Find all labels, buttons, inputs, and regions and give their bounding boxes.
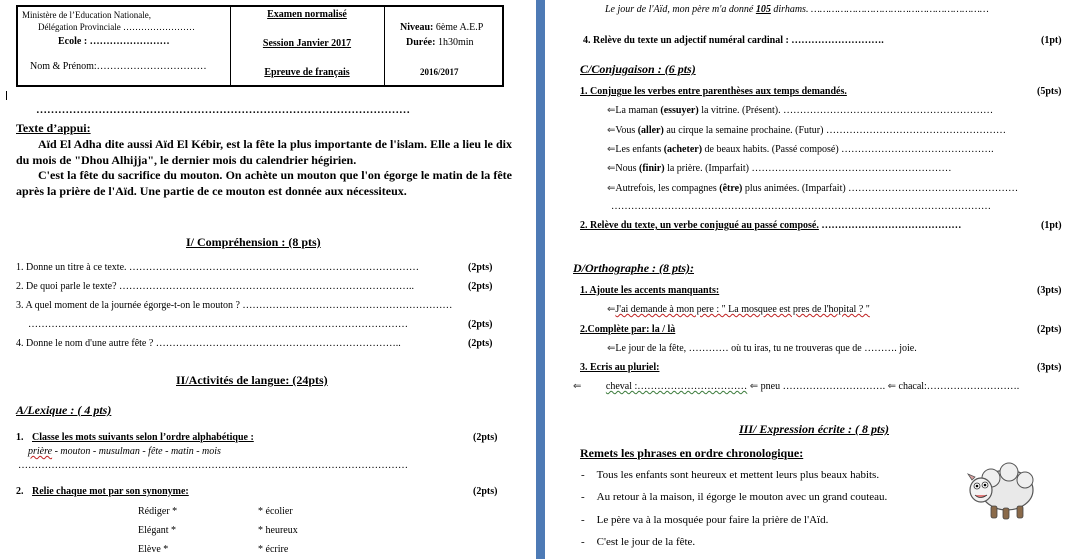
question-number: 1. — [16, 432, 24, 443]
item-start: La maman — [615, 105, 661, 116]
arrow-icon: ⇐ — [607, 163, 616, 174]
reading-paragraph: Aïd El Adha dite aussi Aïd El Kébir, est la fête la plus importante de l'islam. Elle a lieu le dix du mois de "Dhou Alhijja", le dernier mois du calendrier hégirien. — [16, 137, 512, 167]
sentence-end: dirhams. …………………………………………………… — [770, 4, 989, 15]
dash: - — [581, 469, 585, 481]
item-end: au cirque la semaine prochaine. (Futur) ……………………………………………… — [663, 125, 1006, 136]
points-label: (2pts) — [473, 432, 498, 443]
question-number: 2. — [16, 486, 24, 497]
plural-pneu: pneu …………………………. — [760, 381, 886, 392]
header-divider — [384, 7, 385, 85]
arrow-icon: ⇐ — [607, 343, 616, 354]
sentence-number: 105 — [755, 4, 771, 15]
word-list-rest: - mouton - musulman - fête - matin - mois — [52, 446, 221, 457]
item-verb: (finir) — [639, 163, 665, 174]
conjugation-item — [607, 163, 951, 174]
orthographe-question-3: 3. Ecris au pluriel: — [580, 362, 660, 373]
answer-line: …………………………………………………………………………………………………… — [611, 201, 991, 212]
answer-dots: …………………………………… — [818, 220, 962, 231]
exam-title: Examen normalisé — [267, 9, 347, 20]
item-start: Vous — [615, 125, 638, 136]
expression-instruction: Remets les phrases en ordre chronologique: — [580, 446, 804, 460]
points-label: (5pts) — [1037, 86, 1062, 97]
item-end: de beaux habits. (Passé composé) ………………………………………. — [702, 144, 994, 155]
item-start: Autrefois, les compagnes — [615, 183, 720, 194]
arrow-icon: ⇐ — [607, 144, 616, 155]
points-label: (3pts) — [1037, 285, 1062, 296]
orthographe-title: D/Orthographe : (8 pts): — [573, 261, 695, 275]
plural-cheval: cheval :…………………………… — [605, 381, 748, 392]
item-start: Les enfants — [615, 144, 664, 155]
question-1: 1. Donne un titre à ce texte. …………………………………………………………………………… — [16, 262, 420, 273]
expression-sentence — [581, 536, 695, 548]
points-label: (1pt) — [1041, 35, 1062, 46]
word-misspelled: prière — [28, 446, 53, 457]
school-year: 2016/2017 — [420, 67, 459, 77]
question-text: Relie chaque mot par son synonyme: — [32, 486, 189, 497]
question-4: 4. Donne le nom d'une autre fête ? ……………………………………………………………….. — [16, 338, 401, 349]
duration-label: Durée: — [406, 37, 436, 48]
synonym-right: * heureux — [258, 525, 298, 536]
item-start: Nous — [615, 163, 640, 174]
conjugation-item — [607, 105, 993, 116]
conjugation-question-1: 1. Conjugue les verbes entre parenthèses aux temps demandés. — [580, 86, 847, 97]
synonym-right: * écrire — [258, 544, 289, 555]
text-cursor — [6, 91, 7, 100]
expression-sentence — [581, 469, 879, 481]
expression-sentence — [581, 491, 887, 503]
orthographe-question-1: 1. Ajoute les accents manquants: — [580, 285, 720, 296]
arrow-icon: ⇐ — [573, 381, 582, 392]
synonym-left: Elégant * — [138, 525, 177, 536]
delegation-label: Délégation Provinciale …………………… — [38, 22, 195, 32]
conjugation-item — [607, 183, 1018, 194]
question-2: 2. De quoi parle le texte? …………………………………………………………………………….. — [16, 281, 415, 292]
item-verb: (aller) — [637, 125, 664, 136]
expression-sentence — [581, 514, 828, 526]
item-end: plus animées. (Imparfait) …………………………………………… — [742, 183, 1019, 194]
level-label: Niveau: — [400, 22, 434, 33]
duration-value: 1h30min — [437, 37, 474, 48]
arrow-icon: ⇐ — [607, 105, 616, 116]
item-verb: (être) — [719, 183, 743, 194]
ministry-label: Ministère de l’Education Nationale, — [22, 10, 151, 20]
expression-title: III/ Expression écrite : ( 8 pts) — [739, 422, 889, 436]
question-text: 2. Relève du texte, un verbe conjugué au passé composé. — [580, 220, 819, 231]
conjugation-item — [607, 125, 1006, 136]
sentence-text: Au retour à la maison, il égorge le mouton avec un grand couteau. — [596, 491, 888, 503]
plural-chacal: chacal:………………………. — [898, 381, 1020, 392]
dotted-line: ………………………………………………………………………………………… — [36, 104, 410, 116]
reading-text — [16, 137, 512, 199]
points-label: (3pts) — [1037, 362, 1062, 373]
points-label: (2pts) — [1037, 324, 1062, 335]
conjugation-item — [607, 144, 994, 155]
points-label: (2pts) — [468, 262, 493, 273]
lexique-question-2 — [16, 486, 189, 497]
item-end: la vitrine. (Présent). ……………………………………………………… — [698, 105, 994, 116]
question-4-right: 4. Relève du texte un adjectif numéral cardinal : ………………………. — [583, 35, 884, 46]
plural-row — [573, 381, 1019, 392]
question-3: 3. A quel moment de la journée égorge-t-on le mouton ? ……………………………………………………… — [16, 300, 453, 311]
item-verb: (acheter) — [663, 144, 703, 155]
word-list — [28, 446, 221, 457]
header-divider — [230, 7, 231, 85]
session-label: Session Janvier 2017 — [262, 38, 352, 49]
item-end: la prière. (Imparfait) …………………………………………………… — [664, 163, 952, 174]
sentence-text: C'est le jour de la fête. — [596, 536, 696, 548]
dash: - — [581, 491, 585, 503]
arrow-icon: ⇐ — [749, 381, 759, 392]
activities-title: II/Activités de langue: (24pts) — [176, 373, 328, 387]
conjugation-title: C/Conjugaison : (6 pts) — [580, 62, 696, 76]
sentence-text: Le jour de la fête, ………… où tu iras, tu ne trouveras que de ………. joie. — [615, 343, 917, 354]
item-verb: (essuyer) — [660, 105, 699, 116]
points-label: (2pts) — [473, 486, 498, 497]
arrow-icon: ⇐ — [607, 304, 616, 315]
question-text: Classe les mots suivants selon l’ordre alphabétique : — [32, 432, 254, 443]
synonym-left: Elève * — [138, 544, 169, 555]
points-label: (1pt) — [1041, 220, 1062, 231]
school-field: Ecole : …………………… — [58, 36, 170, 47]
header-table — [16, 5, 504, 87]
dash: - — [581, 536, 585, 548]
duration-row — [406, 37, 474, 48]
points-label: (2pts) — [468, 338, 493, 349]
arrow-icon: ⇐ — [607, 125, 616, 136]
sentence-text: Tous les enfants sont heureux et mettent leurs plus beaux habits. — [596, 469, 880, 481]
dash: - — [581, 514, 585, 526]
reading-paragraph: C'est la fête du sacrifice du mouton. On achète un mouton que l'on égorge le matin de la fête après la prière de l'Aïd. Une partie de ce mouton est donnée aux nécessiteux. — [16, 168, 512, 198]
example-sentence — [605, 4, 989, 15]
comprehension-title: I/ Compréhension : (8 pts) — [186, 235, 321, 249]
sheep-illustration — [965, 454, 1041, 524]
level-value: 6ème A.E.P — [435, 22, 484, 33]
orthographe-question-2: 2.Complète par: la / là — [580, 324, 676, 335]
subject-label: Epreuve de français — [264, 67, 350, 78]
points-label: (2pts) — [468, 319, 493, 330]
arrow-icon: ⇐ — [607, 183, 616, 194]
synonym-right: * écolier — [258, 506, 293, 517]
answer-line: …………………………………………………………………………………………………… — [28, 319, 408, 330]
arrow-icon: ⇐ — [887, 381, 896, 392]
accent-sentence — [607, 304, 870, 315]
conjugation-question-2 — [580, 220, 961, 231]
page-right — [545, 0, 1065, 559]
fill-sentence — [607, 343, 917, 354]
points-label: (2pts) — [468, 281, 493, 292]
sentence-text: Le père va à la mosquée pour faire la prière de l'Aïd. — [596, 514, 829, 526]
sentence-text: J'ai demande à mon pere : " La mosquee est pres de l'hopital ? " — [615, 304, 870, 315]
lexique-question-1 — [16, 432, 254, 443]
synonym-left: Rédiger * — [138, 506, 178, 517]
sentence-start: Le jour de l'Aïd, mon père m'a donné — [605, 4, 756, 15]
answer-line: ……………………………………………………………………………………………………… — [18, 460, 408, 471]
name-field: Nom & Prénom:…………………………… — [30, 61, 207, 72]
lexique-title: A/Lexique : ( 4 pts) — [16, 403, 112, 417]
text-title: Texte d’appui: — [16, 121, 91, 135]
level-row — [400, 22, 483, 33]
